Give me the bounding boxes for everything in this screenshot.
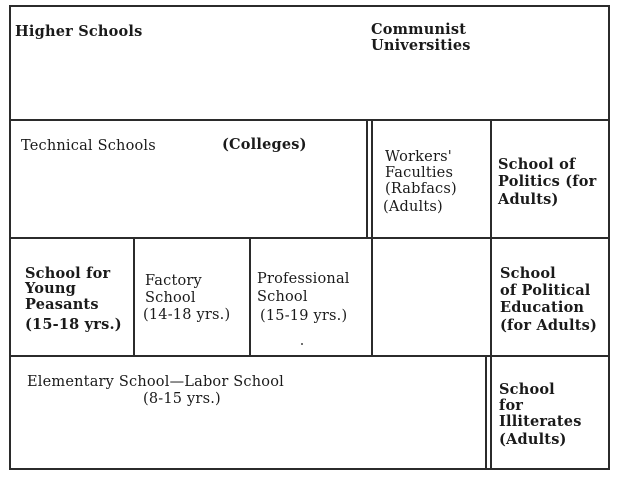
divider-row2-workers-politics: [490, 121, 492, 237]
communist-universities-line-2: Universities: [371, 37, 471, 54]
illiterates-line-1: School: [499, 381, 555, 398]
professional-school-line-2: School: [257, 289, 308, 305]
divider-row4-elementary-illiterates-b: [490, 357, 492, 468]
school-of-politics-line-1: School of: [498, 156, 576, 173]
workers-faculties-line-2: Faculties: [385, 165, 454, 181]
factory-school-line-2: School: [145, 290, 196, 306]
factory-school-line-3: (14-18 yrs.): [143, 307, 231, 323]
higher-schools-label: Higher Schools: [15, 23, 143, 40]
frame-bottom: [9, 468, 610, 470]
divider-row2-technical-workers-b: [371, 121, 373, 237]
divider-row3-row4: [9, 355, 610, 357]
illiterates-line-3: Illiterates: [499, 413, 582, 430]
colleges-label: (Colleges): [222, 136, 307, 153]
divider-row1-row2: [9, 119, 610, 121]
divider-row4-elementary-illiterates-a: [485, 357, 487, 468]
communist-universities-line-1: Communist: [371, 21, 467, 38]
workers-faculties-line-3: (Rabfacs): [385, 181, 457, 197]
technical-schools-label: Technical Schools: [21, 138, 156, 154]
workers-faculties-line-4: (Adults): [383, 199, 443, 215]
divider-row2-technical-workers-a: [366, 121, 368, 237]
political-education-line-2: of Political: [500, 282, 591, 299]
print-speck: [301, 343, 303, 345]
school-of-politics-line-3: Adults): [498, 191, 559, 208]
young-peasants-line-4: (15-18 yrs.): [25, 316, 122, 333]
professional-school-line-3: (15-19 yrs.): [260, 308, 348, 324]
professional-school-line-1: Professional: [257, 271, 350, 287]
illiterates-line-4: (Adults): [499, 431, 567, 448]
frame-top: [9, 5, 610, 7]
young-peasants-line-3: Peasants: [25, 296, 99, 313]
young-peasants-line-1: School for: [25, 265, 111, 282]
workers-faculties-line-1: Workers': [385, 149, 452, 165]
divider-row3-professional-empty: [371, 239, 373, 355]
elementary-school-label: Elementary School—Labor School: [27, 374, 284, 390]
political-education-line-4: (for Adults): [500, 317, 598, 334]
factory-school-line-1: Factory: [145, 273, 202, 289]
school-of-politics-line-2: Politics (for: [498, 173, 597, 190]
divider-row3-factory-professional: [249, 239, 251, 355]
divider-row3-empty-political: [490, 239, 492, 355]
political-education-line-3: Education: [500, 299, 585, 316]
divider-row2-row3: [9, 237, 610, 239]
illiterates-line-2: for: [499, 397, 524, 414]
young-peasants-line-2: Young: [25, 280, 76, 297]
political-education-line-1: School: [500, 265, 556, 282]
divider-row3-peasants-factory: [133, 239, 135, 355]
elementary-school-ages: (8-15 yrs.): [143, 391, 221, 407]
